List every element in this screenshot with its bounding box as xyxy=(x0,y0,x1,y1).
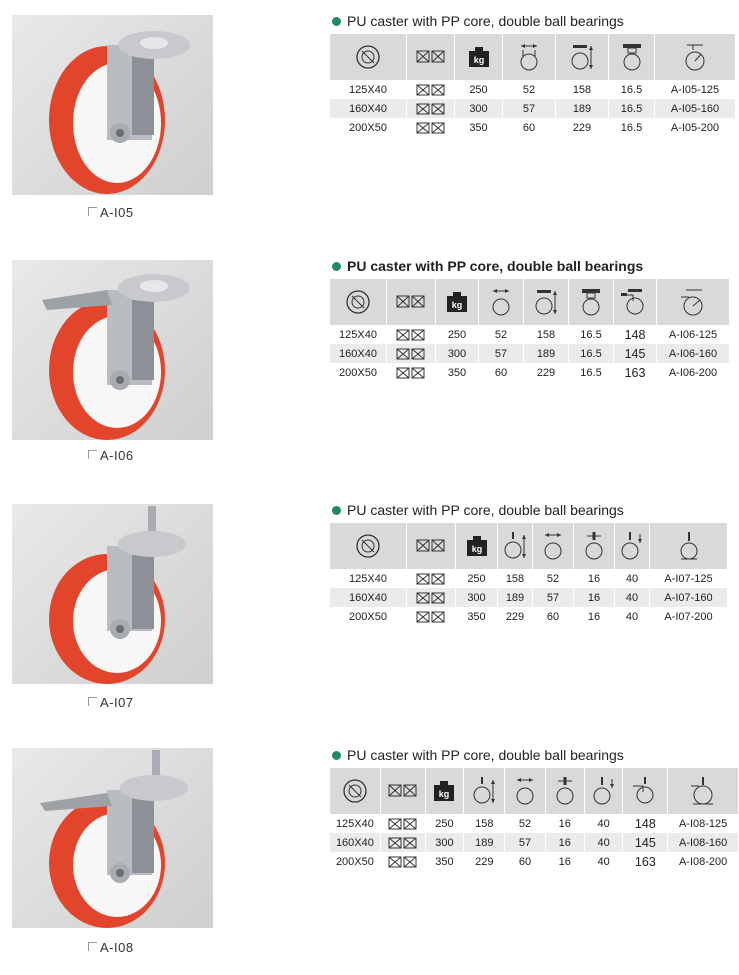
thread-icon xyxy=(574,523,615,569)
table-row: 200X50 350 60 229 16.5 163 A-I06-200 xyxy=(330,363,730,382)
svg-text:kg: kg xyxy=(473,55,484,65)
table-row: 160X40 300 189 57 16 40 A-I07-160 xyxy=(330,588,728,607)
bearing-icon xyxy=(380,768,425,814)
bullet-icon xyxy=(332,262,341,271)
bearing-icon xyxy=(380,833,425,852)
table-row: 125X40 250 158 52 16 40 A-I07-125 xyxy=(330,569,728,588)
width-icon xyxy=(503,34,556,80)
model-icon xyxy=(668,768,739,814)
model-icon xyxy=(657,279,730,325)
model-label: A-I06 xyxy=(88,448,134,463)
width-icon xyxy=(533,523,574,569)
bearing-icon xyxy=(387,344,436,363)
icon-header-row xyxy=(330,523,728,569)
corner-mark-icon xyxy=(88,697,97,706)
caster-photo xyxy=(12,748,213,928)
spec-table xyxy=(330,768,739,871)
spec-table xyxy=(330,34,736,137)
bearing-icon xyxy=(407,569,456,588)
section-title: PU caster with PP core, double ball bearings xyxy=(332,258,643,274)
bullet-icon xyxy=(332,506,341,515)
caster-photo xyxy=(12,15,213,195)
bearing-icon xyxy=(407,80,455,99)
bearing-icon xyxy=(387,363,436,382)
model-label: A-I08 xyxy=(88,940,134,955)
section-a-i08 xyxy=(0,735,739,975)
wheel-size-icon xyxy=(330,279,387,325)
bearing-icon xyxy=(380,814,425,833)
table-row: 160X40 300 57 189 16.5 A-I05-160 xyxy=(330,99,736,118)
bearing-icon xyxy=(387,325,436,344)
kg-load-icon xyxy=(455,34,503,80)
kg-load-icon xyxy=(436,279,479,325)
plate-icon xyxy=(609,34,655,80)
svg-text:kg: kg xyxy=(471,544,482,554)
svg-text:kg: kg xyxy=(439,789,450,799)
table-row: 200X50 350 60 229 16.5 A-I05-200 xyxy=(330,118,736,137)
section-title: PU caster with PP core, double ball bearings xyxy=(332,13,624,29)
height-icon xyxy=(498,523,533,569)
table-row: 200X50 350 229 60 16 40 A-I07-200 xyxy=(330,607,728,626)
icon-header-row xyxy=(330,768,739,814)
model-label: A-I05 xyxy=(88,205,134,220)
bullet-icon xyxy=(332,751,341,760)
bullet-icon xyxy=(332,17,341,26)
bearing-icon xyxy=(407,523,456,569)
section-a-i07 xyxy=(0,490,739,730)
wheel-size-icon xyxy=(330,34,407,80)
section-a-i05 xyxy=(0,0,739,240)
height-icon xyxy=(524,279,569,325)
height-icon xyxy=(464,768,505,814)
brake-icon xyxy=(623,768,668,814)
corner-mark-icon xyxy=(88,450,97,459)
bearing-icon xyxy=(380,852,425,871)
icon-header-row xyxy=(330,279,730,325)
svg-text:kg: kg xyxy=(451,300,463,310)
table-row: 160X40 300 57 189 16.5 145 A-I06-160 xyxy=(330,344,730,363)
caster-photo xyxy=(12,504,213,684)
icon-header-row xyxy=(330,34,736,80)
bearing-icon xyxy=(407,607,456,626)
width-icon xyxy=(505,768,546,814)
width-icon xyxy=(479,279,524,325)
table-row: 200X50 350 229 60 16 40 163 A-I08-200 xyxy=(330,852,739,871)
bearing-icon xyxy=(407,99,455,118)
caster-image xyxy=(12,504,213,684)
spec-table xyxy=(330,279,730,382)
bearing-icon xyxy=(407,588,456,607)
wheel-size-icon xyxy=(330,768,380,814)
table-row: 160X40 300 189 57 16 40 145 A-I08-160 xyxy=(330,833,739,852)
corner-mark-icon xyxy=(88,207,97,216)
offset-icon xyxy=(615,523,650,569)
bearing-icon xyxy=(387,279,436,325)
caster-image xyxy=(12,15,213,195)
model-icon xyxy=(650,523,728,569)
caster-image xyxy=(12,260,213,440)
caster-photo xyxy=(12,260,213,440)
kg-load-icon xyxy=(425,768,464,814)
table-row: 125X40 250 52 158 16.5 148 A-I06-125 xyxy=(330,325,730,344)
section-a-i06 xyxy=(0,245,739,485)
bearing-icon xyxy=(407,118,455,137)
kg-load-icon xyxy=(456,523,498,569)
plate-icon xyxy=(569,279,614,325)
wheel-size-icon xyxy=(330,523,407,569)
offset-icon xyxy=(584,768,623,814)
brake-icon xyxy=(614,279,657,325)
caster-image xyxy=(12,748,213,928)
table-row: 125X40 250 158 52 16 40 148 A-I08-125 xyxy=(330,814,739,833)
thread-icon xyxy=(545,768,584,814)
height-icon xyxy=(556,34,609,80)
model-icon xyxy=(655,34,736,80)
bearing-icon xyxy=(407,34,455,80)
spec-table xyxy=(330,523,728,626)
corner-mark-icon xyxy=(88,942,97,951)
section-title: PU caster with PP core, double ball bearings xyxy=(332,747,624,763)
table-row: 125X40 250 52 158 16.5 A-I05-125 xyxy=(330,80,736,99)
section-title: PU caster with PP core, double ball bearings xyxy=(332,502,624,518)
model-label: A-I07 xyxy=(88,695,134,710)
